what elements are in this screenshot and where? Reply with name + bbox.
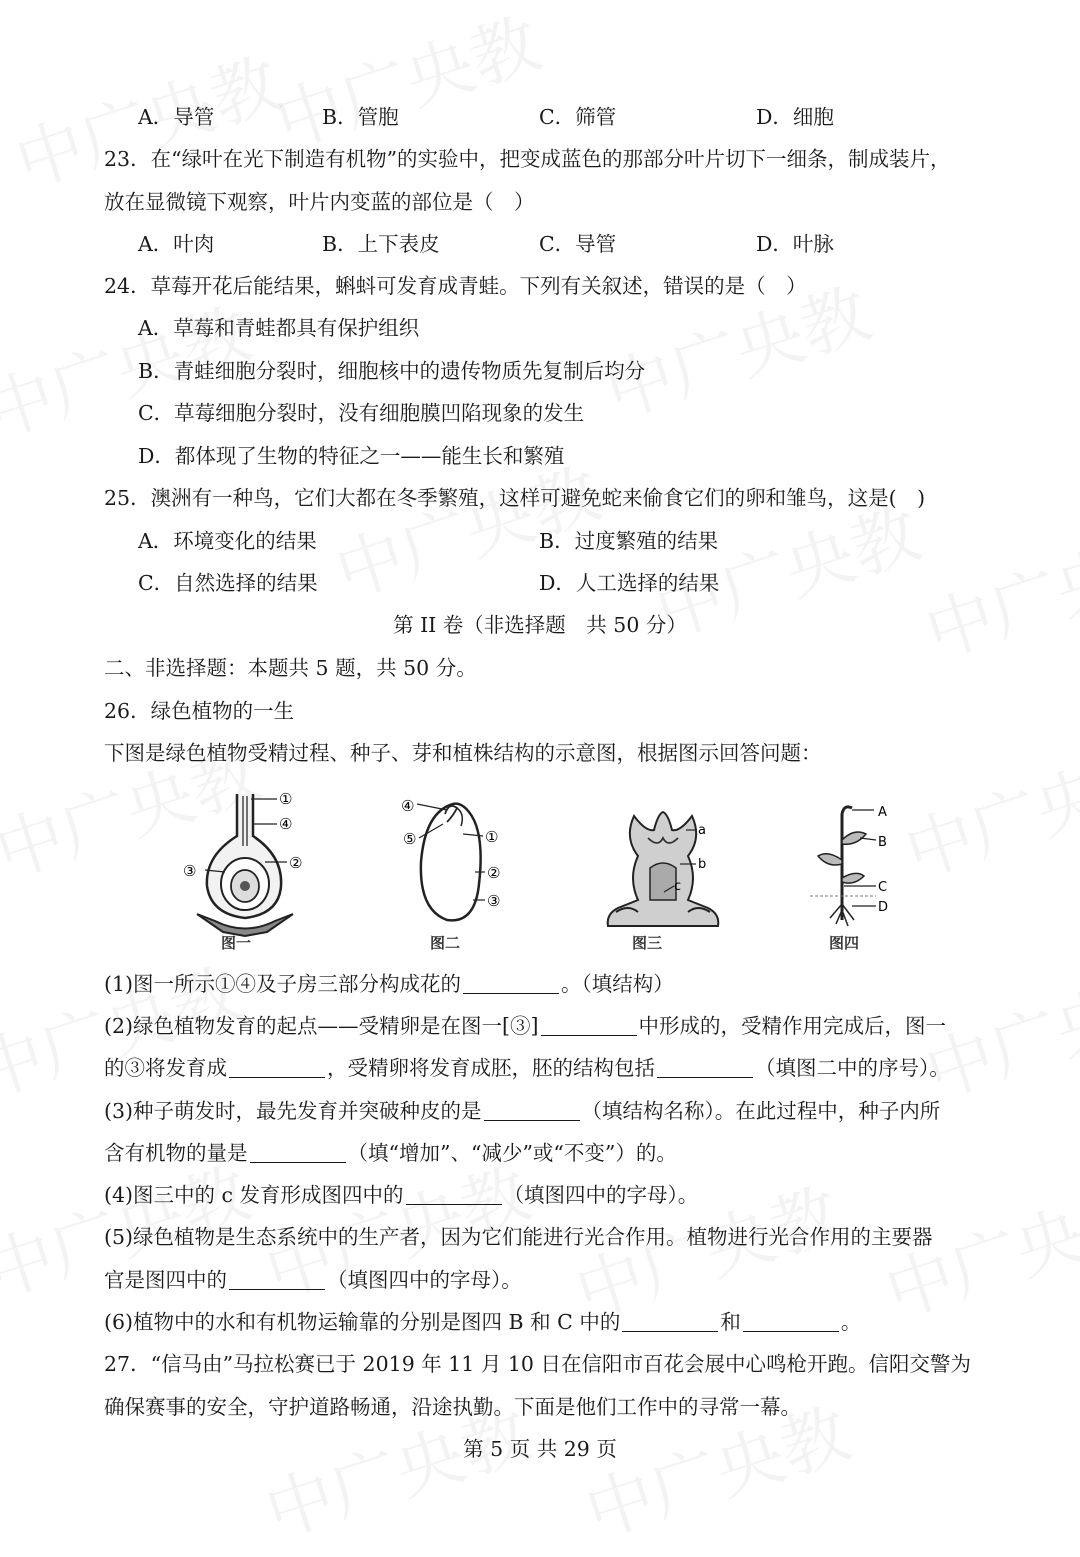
q26-p3-text: （填结构名称）。在此过程中，种子内所 [581, 1099, 941, 1123]
q24-option-b: B．青蛙细胞分裂时，细胞核中的遗传物质先复制后均分 [138, 359, 646, 383]
q24-option-c: C．草莓细胞分裂时，没有细胞膜凹陷现象的发生 [138, 401, 585, 425]
q22-option-b: B．管胞 [322, 105, 399, 129]
fig1-label-1: ① [279, 790, 293, 808]
q26-p3-text: (3)种子萌发时，最先发育并突破种皮的是 [104, 1099, 482, 1123]
q23-stem-line2: 放在显微镜下观察，叶片内变蓝的部位是（ ） [104, 190, 535, 214]
fig4-label-C: C [878, 880, 888, 895]
q26-p4-text: (4)图三中的 c 发育形成图四中的 [104, 1183, 404, 1207]
answer-blank[interactable] [622, 1311, 718, 1332]
figure-3-caption: 图三 [632, 934, 663, 952]
q26-p6 [104, 1308, 861, 1336]
answer-blank[interactable] [484, 1100, 580, 1121]
q23-option-b: B．上下表皮 [322, 232, 440, 256]
fig1-label-2: ② [289, 854, 303, 872]
q24-option-d: D．都体现了生物的特征之一——能生长和繁殖 [138, 444, 565, 468]
q25-option-d: D．人工选择的结果 [539, 571, 720, 595]
q23-option-c: C．导管 [539, 232, 617, 256]
q25-stem: 25．澳洲有一种鸟，它们大都在冬季繁殖，这样可避免蛇来偷食它们的卵和雏鸟，这是( ) [104, 486, 926, 510]
q26-p5-line2 [104, 1266, 522, 1294]
q26-p4-text: （填图四中的字母）。 [503, 1183, 699, 1207]
answer-blank[interactable] [406, 1184, 502, 1205]
figure-4-caption: 图四 [829, 934, 860, 952]
q26-p2-line2 [104, 1054, 950, 1082]
q25-option-b: B．过度繁殖的结果 [539, 529, 719, 553]
page-footer: 第 5 页 共 29 页 [463, 1437, 617, 1461]
answer-blank[interactable] [463, 973, 559, 994]
q27-stem-line1: 27．“信马由”马拉松赛已于 2019 年 11 月 10 日在信阳市百花会展中心鸣枪开跑。信阳交警为 [104, 1352, 971, 1376]
q23-option-a: A．叶肉 [138, 232, 215, 256]
fig4-label-D: D [878, 900, 889, 915]
fig2-label-1: ① [485, 828, 499, 846]
watermark [912, 500, 1080, 676]
figure-1-caption: 图一 [221, 934, 252, 952]
q22-option-a: A．导管 [138, 105, 215, 129]
fig2-label-4: ④ [401, 797, 415, 815]
section-intro: 二、非选择题：本题共 5 题，共 50 分。 [104, 656, 477, 680]
q26-p6-text: 。 [840, 1310, 862, 1334]
q26-intro: 下图是绿色植物受精过程、种子、芽和植株结构的示意图，根据图示回答问题： [104, 741, 822, 765]
q26-p1 [104, 970, 674, 998]
q26-p3-line1 [104, 1097, 940, 1125]
q26-p5-line1: (5)绿色植物是生态系统中的生产者，因为它们能进行光合作用。植物进行光合作用的主要器 [104, 1225, 933, 1249]
q26-p4 [104, 1181, 698, 1209]
figure-1-flower-fertilization [175, 786, 325, 956]
watermark [262, 0, 551, 167]
fig4-label-B: B [878, 835, 887, 850]
answer-blank[interactable] [250, 1142, 346, 1163]
fig3-label-b: b [698, 857, 707, 872]
figure-4-plant [806, 800, 906, 930]
q24-option-a: A．草莓和青蛙都具有保护组织 [138, 316, 420, 340]
q26-p1-text: (1)图一所示①④及子房三部分构成花的 [104, 972, 462, 996]
q26-p2-text: ，受精卵将发育成胚，胚的结构包括 [327, 1056, 655, 1080]
q26-p3-line2 [104, 1139, 677, 1167]
q26-p3-text: 含有机物的量是 [104, 1141, 248, 1165]
answer-blank[interactable] [541, 1015, 637, 1036]
q26-p6-text: (6)植物中的水和有机物运输靠的分别是图四 B 和 C 中的 [104, 1310, 621, 1334]
q26-p2-text: 中形成的，受精作用完成后，图一 [638, 1014, 947, 1038]
q23-stem-line1: 23．在“绿叶在光下制造有机物”的实验中，把变成蓝色的那部分叶片切下一细条，制成装片， [104, 147, 951, 171]
q26-p5-text: 官是图四中的 [104, 1268, 227, 1292]
fig2-label-5: ⑤ [403, 830, 417, 848]
q26-p6-text: 和 [720, 1310, 741, 1334]
q27-stem-line2: 确保赛事的安全，守护道路畅通，沿途执勤。下面是他们工作中的寻常一幕。 [104, 1395, 801, 1419]
answer-blank[interactable] [743, 1311, 839, 1332]
answer-blank[interactable] [657, 1057, 753, 1078]
q25-option-c: C．自然选择的结果 [138, 571, 318, 595]
q26-p3-text: （填“增加”、“减少”或“不变”）的。 [347, 1141, 677, 1165]
q26-p2-text: （填图二中的序号）。 [755, 1056, 950, 1080]
fig4-label-A: A [878, 805, 887, 820]
watermark [892, 720, 1080, 896]
q22-option-d: D．细胞 [756, 105, 834, 129]
fig1-label-3: ③ [183, 862, 197, 880]
q26-p2-text: 的③将发育成 [104, 1056, 227, 1080]
q26-p1-text-end: 。（填结构） [561, 972, 674, 996]
q26-p5-text: （填图四中的字母）。 [327, 1268, 522, 1292]
answer-blank[interactable] [229, 1057, 325, 1078]
q24-stem: 24．草莓开花后能结果，蝌蚪可发育成青蛙。下列有关叙述，错误的是（ ） [104, 274, 807, 298]
fig3-label-a: a [698, 823, 706, 838]
figure-2-seed [395, 792, 515, 932]
fig1-label-4: ④ [279, 815, 293, 833]
figure-3-bud [598, 808, 728, 933]
q23-option-d: D．叶脉 [756, 232, 834, 256]
q25-option-a: A．环境变化的结果 [138, 529, 317, 553]
figure-2-caption: 图二 [430, 934, 461, 952]
fig2-label-3: ③ [487, 892, 501, 910]
q22-option-c: C．筛管 [539, 105, 617, 129]
fig2-label-2: ② [487, 864, 501, 882]
answer-blank[interactable] [229, 1269, 325, 1290]
fig3-label-c: c [674, 879, 682, 894]
section-title: 第 II 卷（非选择题 共 50 分） [393, 613, 687, 637]
q26-p2-text: (2)绿色植物发育的起点——受精卵是在图一[③] [104, 1014, 539, 1038]
q26-title: 26．绿色植物的一生 [104, 699, 295, 723]
q26-p2-line1 [104, 1012, 946, 1040]
